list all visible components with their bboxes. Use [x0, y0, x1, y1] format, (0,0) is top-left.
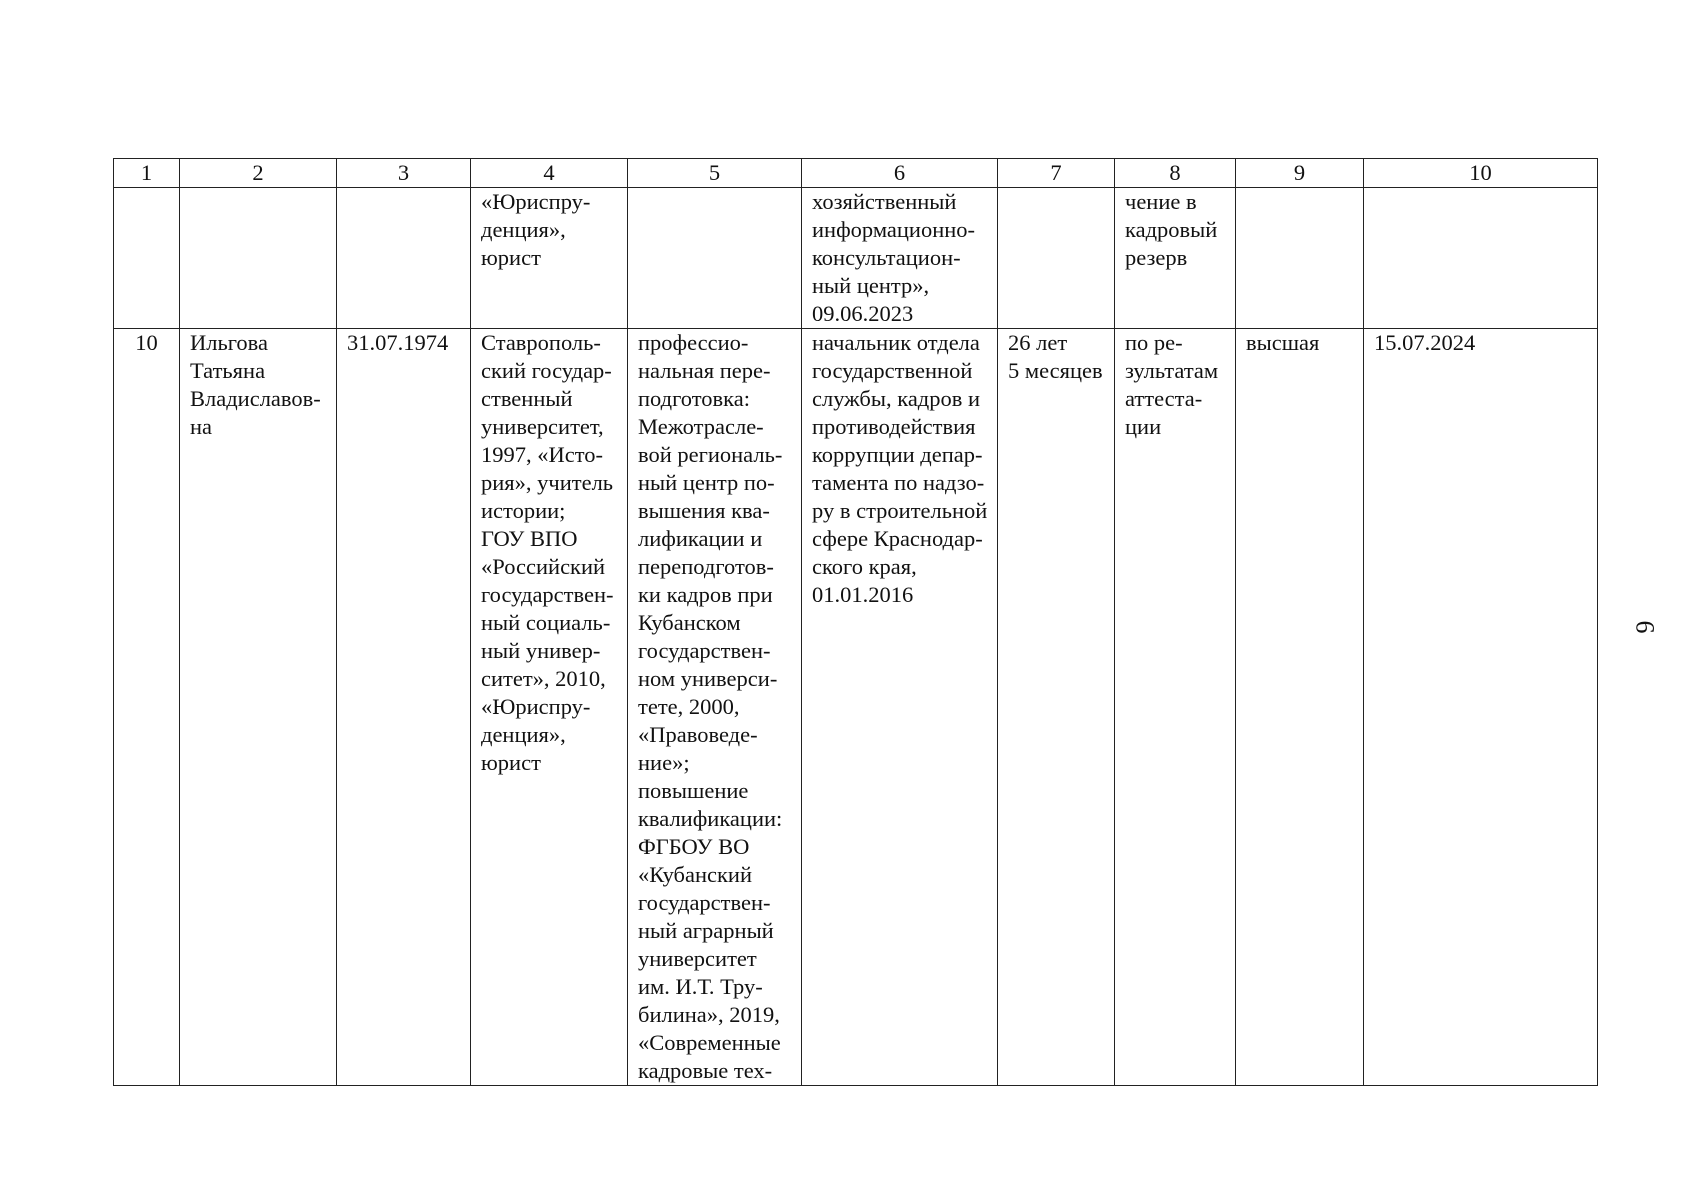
cell-date — [1364, 188, 1598, 329]
cell-rank — [1236, 188, 1364, 329]
column-header-3: 3 — [337, 159, 471, 188]
cell-reserve-basis: по ре- зультатам аттеста- ции — [1115, 329, 1236, 1086]
column-header-9: 9 — [1236, 159, 1364, 188]
cell-education: «Юриспру- денция», юрист — [471, 188, 628, 329]
column-header-4: 4 — [471, 159, 628, 188]
cell-experience — [998, 188, 1115, 329]
column-header-8: 8 — [1115, 159, 1236, 188]
cell-row-number: 10 — [114, 329, 180, 1086]
cell-row-number — [114, 188, 180, 329]
column-header-5: 5 — [628, 159, 802, 188]
cell-birth-date — [337, 188, 471, 329]
cell-full-name — [180, 188, 337, 329]
cell-additional-education — [628, 188, 802, 329]
column-number-header-row — [114, 159, 1598, 188]
cell-position: начальник отдела государственной службы, кадров и противодействия коррупции депар- тамента по надзо- ру в строительной сфере Краснодар- ского края, 01.01.2016 — [802, 329, 998, 1086]
column-header-1: 1 — [114, 159, 180, 188]
column-header-10: 10 — [1364, 159, 1598, 188]
table-row-continuation — [114, 188, 1598, 329]
cell-education: Ставрополь- ский государ- ственный университет, 1997, «Исто- рия», учитель истории; ГОУ ВПО «Российский государствен- ный социаль- ный универ- ситет», 2010, «Юриспру- денция», юрист — [471, 329, 628, 1086]
column-header-7: 7 — [998, 159, 1115, 188]
cell-date: 15.07.2024 — [1364, 329, 1598, 1086]
cell-reserve-basis: чение в кадровый резерв — [1115, 188, 1236, 329]
cell-position: хозяйственный информационно- консультацион- ный центр», 09.06.2023 — [802, 188, 998, 329]
cell-experience: 26 лет 5 месяцев — [998, 329, 1115, 1086]
column-header-2: 2 — [180, 159, 337, 188]
table-row — [114, 329, 1598, 1086]
personnel-table — [113, 158, 1598, 1086]
cell-full-name: Ильгова Татьяна Владиславов- на — [180, 329, 337, 1086]
page-number: 6 — [1630, 620, 1660, 634]
cell-rank: высшая — [1236, 329, 1364, 1086]
cell-additional-education: профессио- нальная пере- подготовка: Межотрасле- вой региональ- ный центр по- вышения ква- лификации и переподготов- ки кадров при Кубанском государствен- ном универси- тете, 2000, «Правоведе- ние»; повышение квалификации: ФГБОУ ВО «Кубанский государствен- ный аграрный университет им. И.Т. Тру- билина», 2019, «Современные кадровые тех- — [628, 329, 802, 1086]
cell-birth-date: 31.07.1974 — [337, 329, 471, 1086]
column-header-6: 6 — [802, 159, 998, 188]
